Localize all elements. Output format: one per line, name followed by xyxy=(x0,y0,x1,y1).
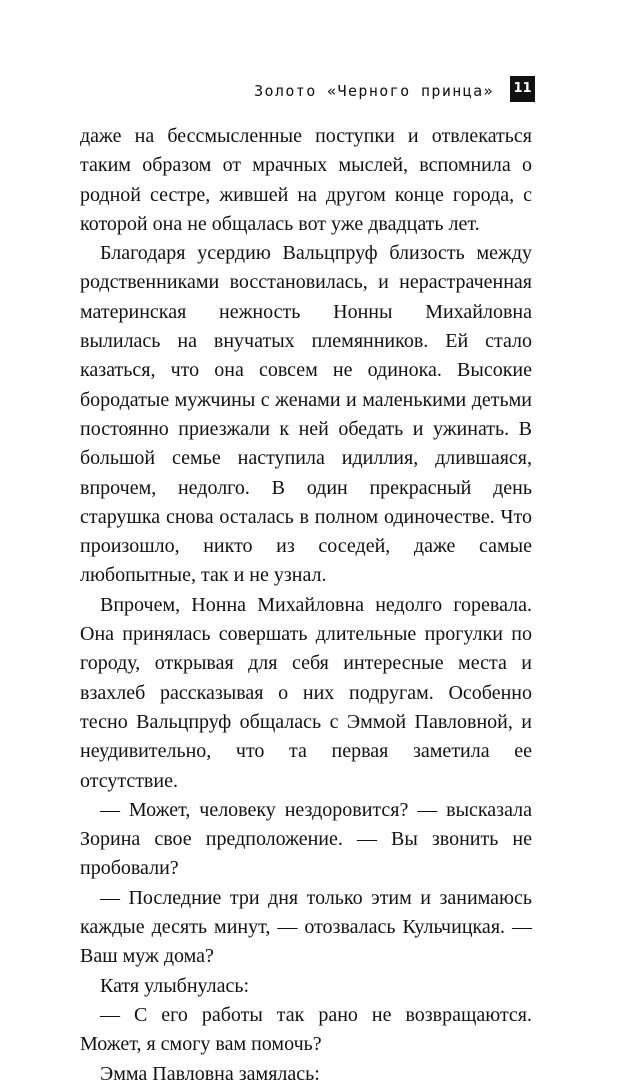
dialogue-line: — Последние три дня только этим и занимаюсь каждые десять минут, — отозвалась Кульчицкая. — Ваш муж дома? xyxy=(80,886,532,968)
paragraph: Катя улыбнулась: xyxy=(100,974,250,997)
page-number: 11 xyxy=(510,76,535,102)
dialogue-line: — Может, человеку нездоровится? — высказала Зорина свое предположение. — Вы звонить не пробовали? xyxy=(80,798,532,880)
paragraph: Эмма Павловна замялась: xyxy=(100,1062,320,1085)
running-title: Золото «Черного принца» xyxy=(254,82,494,100)
running-header xyxy=(0,76,640,104)
paragraph: Благодаря усердию Вальцпруф близость между родственниками восстановилась, и нерастраченная материнская нежность Нонны Михайловна вылилась на внучатых племянников. Ей стало казаться, что она совсем не одинока. Высокие бородатые мужчины с женами и маленькими детьми постоянно приезжали к ней обедать и ужинать. В большой семье наступила идиллия, длившаяся, впрочем, недолго. В один прекрасный день старушка снова осталась в полном одиночестве. Что произошло, никто из соседей, даже самые любопытные, так и не узнал. xyxy=(80,242,532,587)
paragraph: даже на бессмысленные поступки и отвлекаться таким образом от мрачных мыслей, вспомнила о родной сестре, жившей на другом конце города, с которой она не общалась вот уже двадцать лет. xyxy=(80,125,532,235)
body-text xyxy=(80,122,532,1089)
paragraph: Впрочем, Нонна Михайловна недолго горевала. Она принялась совершать длительные прогулки по городу, открывая для себя интересные места и взахлеб рассказывая о них подругам. Особенно тесно Вальцпруф общалась с Эммой Павловной, и неудивительно, что та первая заметила ее отсутствие. xyxy=(80,593,532,792)
dialogue-line: — С его работы так рано не возвращаются. Может, я смогу вам помочь? xyxy=(80,1003,532,1056)
